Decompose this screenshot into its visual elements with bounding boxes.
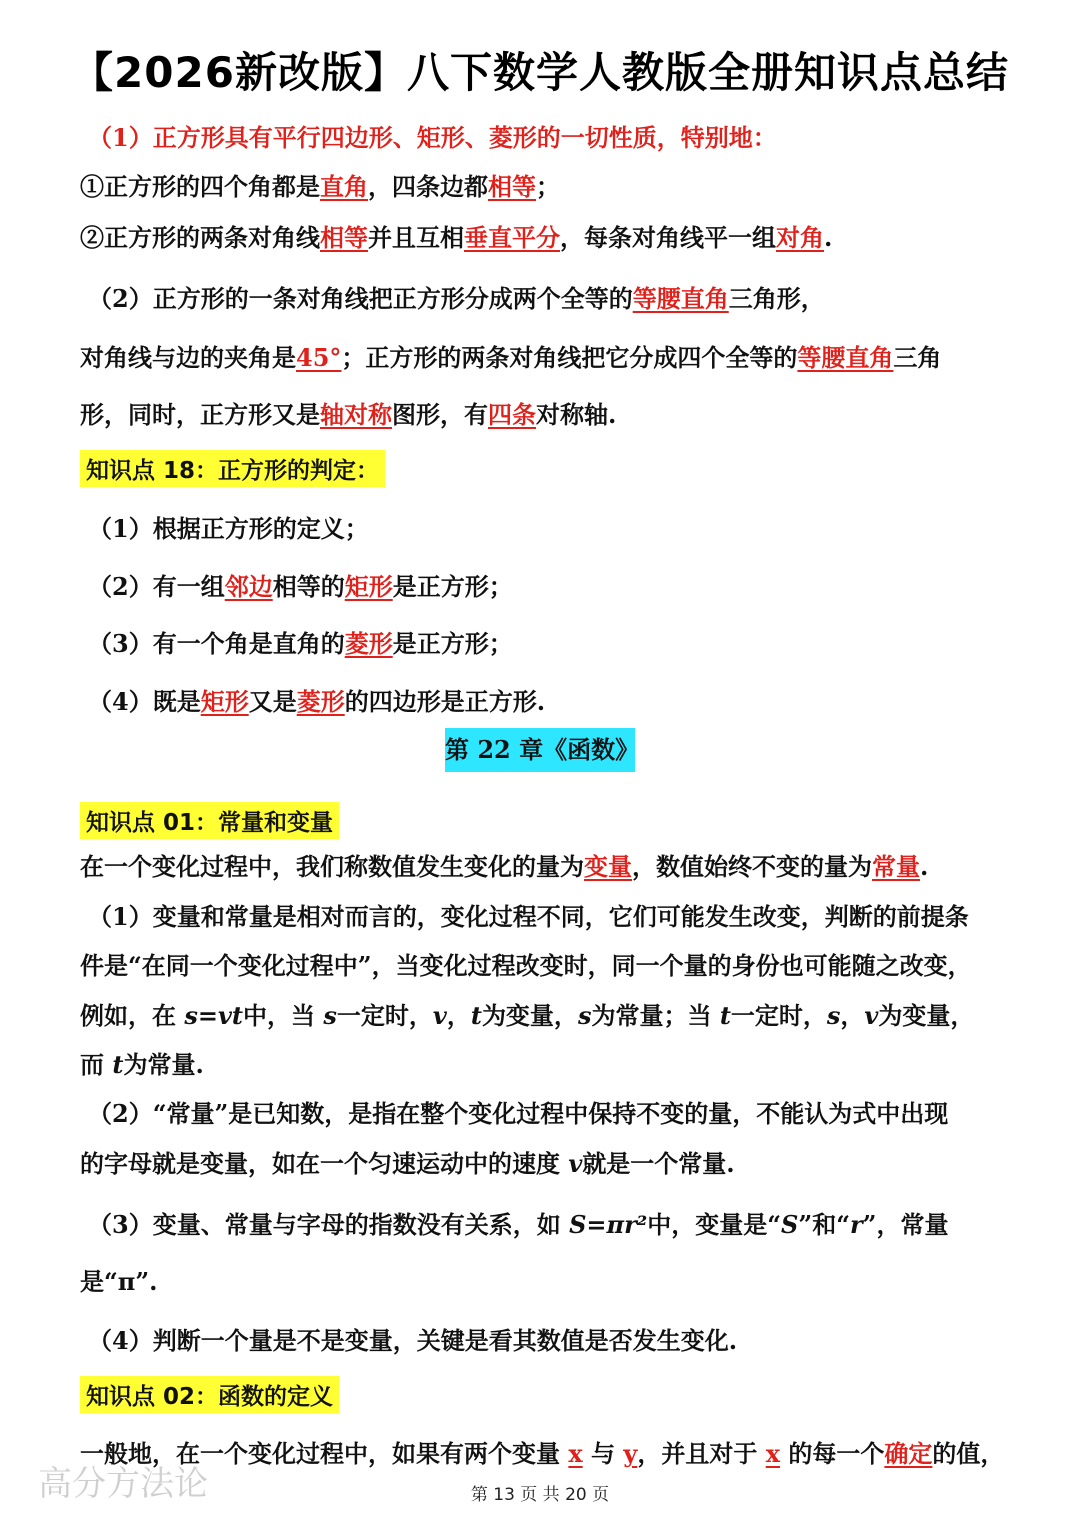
kp18-item-2: （2）有一组邻边相等的矩形是正方形； (88, 572, 513, 601)
kp01-paragraph-3: 件是“在同一个变化过程中”，当变化过程改变时，同一个量的身份也可能随之改变， (80, 951, 972, 980)
answer-blank: 相等 (488, 172, 536, 201)
kp01-paragraph-10: （4）判断一个量是不是变量，关键是看其数值是否发生变化. (88, 1326, 738, 1355)
kp02-heading-row (80, 1376, 339, 1413)
answer-blank: 邻边 (224, 572, 273, 601)
answer-blank: x (568, 1439, 583, 1468)
kp01-paragraph-5: 而 t为常量. (80, 1050, 204, 1079)
answer-blank: 确定 (884, 1439, 933, 1468)
kp01-paragraph-7: 的字母就是变量，如在一个匀速运动中的速度 v就是一个常量. (80, 1149, 735, 1178)
page-footer: 第 13 页 共 20 页 (470, 1485, 610, 1505)
kp01-paragraph-4: 例如，在 s=vt中，当 s一定时，v，t为变量，s为常量；当 t一定时，s，v为变量， (80, 1001, 975, 1030)
knowledge-point-heading: 知识点 18：正方形的判定： (80, 450, 385, 487)
answer-blank: 变量 (584, 852, 632, 881)
answer-blank: 菱形 (344, 629, 393, 658)
answer-blank: 矩形 (344, 572, 393, 601)
answer-blank: 轴对称 (320, 400, 392, 429)
square-property-2-cont: 对角线与边的夹角是45°；正方形的两条对角线把它分成四个全等的等腰直角三角 (80, 343, 942, 372)
kp01-paragraph-1: 在一个变化过程中，我们称数值发生变化的量为变量，数值始终不变的量为常量. (80, 852, 929, 881)
square-property-2: （2）正方形的一条对角线把正方形分成两个全等的等腰直角三角形， (88, 284, 825, 313)
knowledge-point-heading: 知识点 02：函数的定义 (80, 1376, 339, 1413)
answer-blank: 菱形 (296, 687, 345, 716)
square-property-2-end: 形，同时，正方形又是轴对称图形，有四条对称轴. (80, 400, 617, 429)
answer-blank: 矩形 (200, 687, 249, 716)
kp18-item-1: （1）根据正方形的定义； (88, 514, 369, 543)
knowledge-point-heading: 知识点 01：常量和变量 (80, 802, 339, 839)
answer-blank: 等腰直角 (632, 284, 729, 313)
kp01-paragraph-9: 是“π”. (80, 1267, 158, 1296)
answer-blank: 四条 (488, 400, 536, 429)
kp18-item-4: （4）既是矩形又是菱形的四边形是正方形. (88, 687, 546, 716)
answer-blank: x (765, 1439, 781, 1468)
kp02-paragraph-1: 一般地，在一个变化过程中，如果有两个变量 x 与 y，并且对于 x 的每一个确定的值， (80, 1439, 1005, 1468)
chapter-heading: 第 22 章《函数》 (445, 728, 635, 772)
square-property-intro: （1）正方形具有平行四边形、矩形、菱形的一切性质，特别地： (88, 123, 777, 152)
kp01-paragraph-8: （3）变量、常量与字母的指数没有关系，如 S=πr²中，变量是“S”和“r”，常量 (88, 1210, 949, 1239)
kp01-heading-row (80, 802, 339, 839)
kp18-heading-row (80, 450, 385, 487)
page-title: 【2026新改版】八下数学人教版全册知识点总结 (71, 48, 1009, 97)
answer-blank: 45° (296, 343, 342, 372)
answer-blank: 常量 (872, 852, 920, 881)
square-property-angles: ①正方形的四个角都是直角，四条边都相等； (80, 172, 560, 201)
answer-blank: y (623, 1439, 638, 1468)
answer-blank: 垂直平分 (464, 223, 560, 252)
watermark: 高分方法论 (38, 1464, 208, 1504)
kp01-paragraph-2: （1）变量和常量是相对而言的，变化过程不同，它们可能发生改变，判断的前提条 (88, 902, 969, 931)
kp18-item-3: （3）有一个角是直角的菱形是正方形； (88, 629, 513, 658)
kp01-paragraph-6: （2）“常量”是已知数，是指在整个变化过程中保持不变的量，不能认为式中出现 (88, 1099, 949, 1128)
answer-blank: 等腰直角 (797, 343, 894, 372)
square-property-diagonals: ②正方形的两条对角线相等并且互相垂直平分，每条对角线平一组对角. (80, 223, 833, 252)
answer-blank: 相等 (320, 223, 368, 252)
answer-blank: 对角 (776, 223, 824, 252)
answer-blank: 直角 (320, 172, 368, 201)
